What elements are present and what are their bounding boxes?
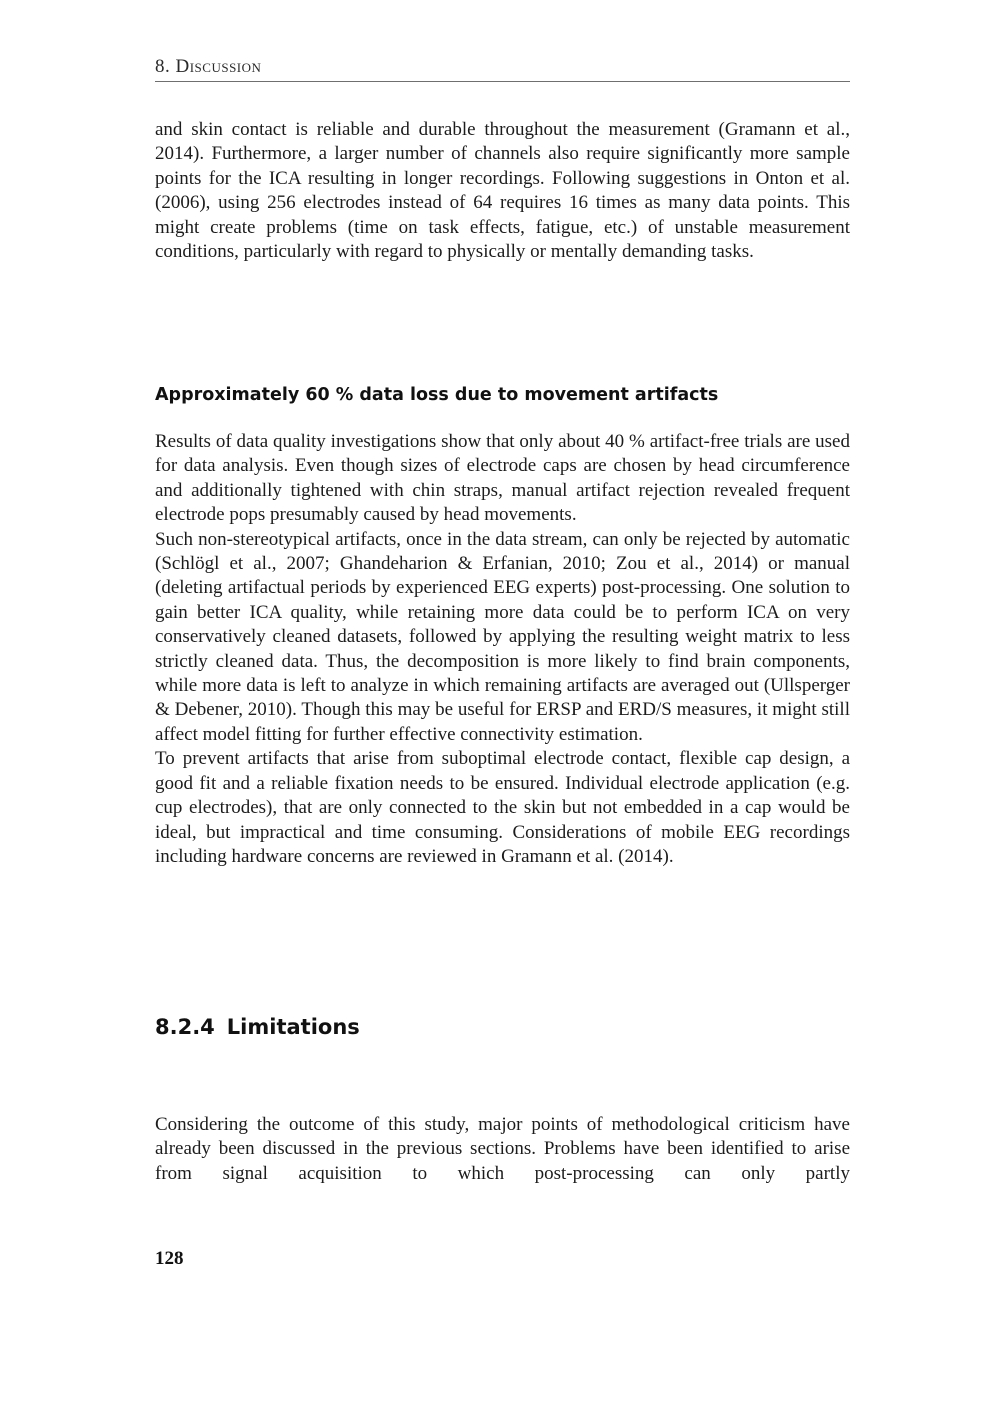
page-number: 128 [155,1248,184,1269]
running-header [155,56,850,82]
section-heading [155,1012,360,1042]
artifacts-paragraph-3: To prevent artifacts that arise from suboptimal electrode contact, flexible cap design, a good fit and a reliable fixation needs to be ensured. Individual electrode application (e.g. cup electrodes), that are only connected to the skin but not embedded in a cap would be ideal, but impractical and time consuming. Considerations of mobile EEG recordings including hardware concerns are reviewed in Gramann et al. (2014). [155,748,850,867]
running-title: 8. Discussion [155,56,262,77]
intro-paragraph: and skin contact is reliable and durable throughout the measurement (Gramann et al., 2014). Furthermore, a larger number of channels also require significantly more sample points for the ICA resulting in longer recordings. Following suggestions in Onton et al. (2006), using 256 electrodes instead of 64 requires 16 times as many data points. This might create problems (time on task effects, fatigue, etc.) of unstable measurement conditions, particularly with regard to physically or mentally demanding tasks. [155,119,850,263]
artifacts-paragraph-block [155,430,850,869]
paragraph-heading: Approximately 60 % data loss due to movement artifacts [155,385,719,405]
artifacts-paragraph-2: Such non-stereotypical artifacts, once in the data stream, can only be rejected by automatic (Schlögl et al., 2007; Ghandeharion & Erfanian, 2010; Zou et al., 2014) or manual (deleting artifactual periods by experienced EEG experts) post-processing. One solution to gain better ICA quality, while retaining more data could be to perform ICA on very conservatively cleaned datasets, followed by applying the resulting weight matrix to less strictly cleaned data. Thus, the decomposition is more likely to find brain components, while more data is left to analyze in which remaining artifacts are averaged out (Ullsperger & Debener, 2010). Though this may be useful for ERSP and ERD/S measures, it might still affect model fitting for further effective connectivity estimation. [155,528,850,745]
section-number: 8.2.4 [155,1015,215,1039]
limitations-paragraph-block [155,1113,850,1186]
intro-paragraph-block [155,118,850,264]
section-title: Limitations [226,1015,360,1039]
artifacts-paragraph-1: Results of data quality investigations show that only about 40 % artifact-free trials are used for data analysis. Even though sizes of electrode caps are chosen by head circumference and additionally tightened with chin straps, manual artifact rejection revealed frequent electrode pops presumably caused by head movements. [155,431,850,526]
limitations-paragraph: Considering the outcome of this study, major points of methodological criticism have already been discussed in the previous sections. Problems have been identified to arise from signal acquisition to which post-processing can only partly [155,1114,850,1184]
